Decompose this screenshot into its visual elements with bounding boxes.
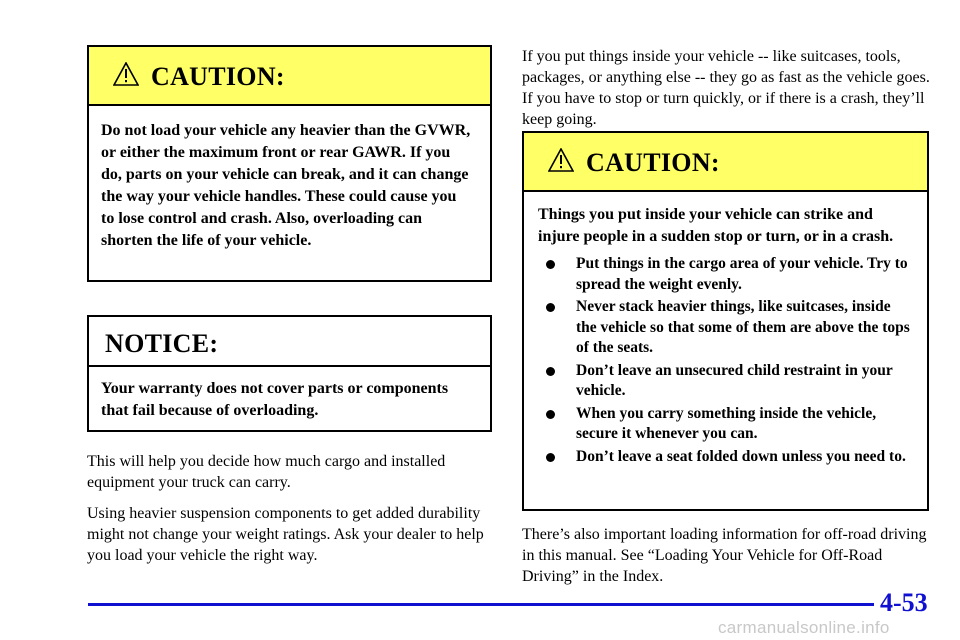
caution-content xyxy=(538,204,910,469)
bullet-icon xyxy=(546,453,555,462)
list-item: When you carry something inside the vehicle, secure it whenever you can. xyxy=(538,404,910,445)
notice-title: NOTICE: xyxy=(105,329,219,358)
caution-body: Do not load your vehicle any heavier than the GVWR, or either the maximum front or rear GAWR. If you do, parts on your vehicle can break, and it can change the way your vehicle handles. These could cause you to lose control and crash. Also, overloading can shorten the life of your vehicle. xyxy=(101,122,471,249)
caution-box-overloading xyxy=(87,45,492,282)
paragraph: This will help you decide how much cargo and installed equipment your truck can carry. xyxy=(87,453,446,491)
right-outro xyxy=(522,524,934,597)
caution-box-cargo xyxy=(522,131,929,511)
bullet-icon xyxy=(546,260,555,269)
list-item: Don’t leave a seat folded down unless you need to. xyxy=(538,447,910,468)
bullet-icon xyxy=(546,410,555,419)
page-number: 4-53 xyxy=(880,588,928,617)
caution-bullet-list xyxy=(538,254,910,467)
warning-triangle-icon xyxy=(113,62,139,86)
paragraph: There’s also important loading information for off-road driving in this manual. See “Loading Your Vehicle for Off-Road Driving” in the Index. xyxy=(522,526,927,585)
caution-title: CAUTION: xyxy=(151,62,285,91)
caution-body: Things you put inside your vehicle can strike and injure people in a sudden stop or turn, or in a crash. xyxy=(538,206,894,245)
bullet-icon xyxy=(546,367,555,376)
caution-header xyxy=(89,47,490,106)
caution-title: CAUTION: xyxy=(586,148,720,177)
list-item: Don’t leave an unsecured child restraint in your vehicle. xyxy=(538,361,910,402)
right-intro xyxy=(522,46,934,140)
bullet-icon xyxy=(546,303,555,312)
paragraph: If you put things inside your vehicle -- like suitcases, tools, packages, or anything else -- they go as fast as the vehicle goes. If you have to stop or turn quickly, or if there is a crash, they’ll keep going. xyxy=(522,48,930,128)
footer-rule xyxy=(88,603,874,606)
notice-box xyxy=(87,315,492,432)
list-item: Put things in the cargo area of your vehicle. Try to spread the weight evenly. xyxy=(538,254,910,295)
caution-header xyxy=(524,133,927,192)
notice-body: Your warranty does not cover parts or components that fail because of overloading. xyxy=(101,380,449,419)
warning-triangle-icon xyxy=(548,148,574,172)
notice-header xyxy=(89,317,490,367)
list-item: Never stack heavier things, like suitcases, inside the vehicle so that some of them are above the tops of the seats. xyxy=(538,297,910,359)
watermark: carmanualsonline.info xyxy=(718,618,890,637)
left-paragraphs xyxy=(87,451,499,576)
paragraph: Using heavier suspension components to get added durability might not change your weight ratings. Ask your dealer to help you load your vehicle the right way. xyxy=(87,505,484,564)
